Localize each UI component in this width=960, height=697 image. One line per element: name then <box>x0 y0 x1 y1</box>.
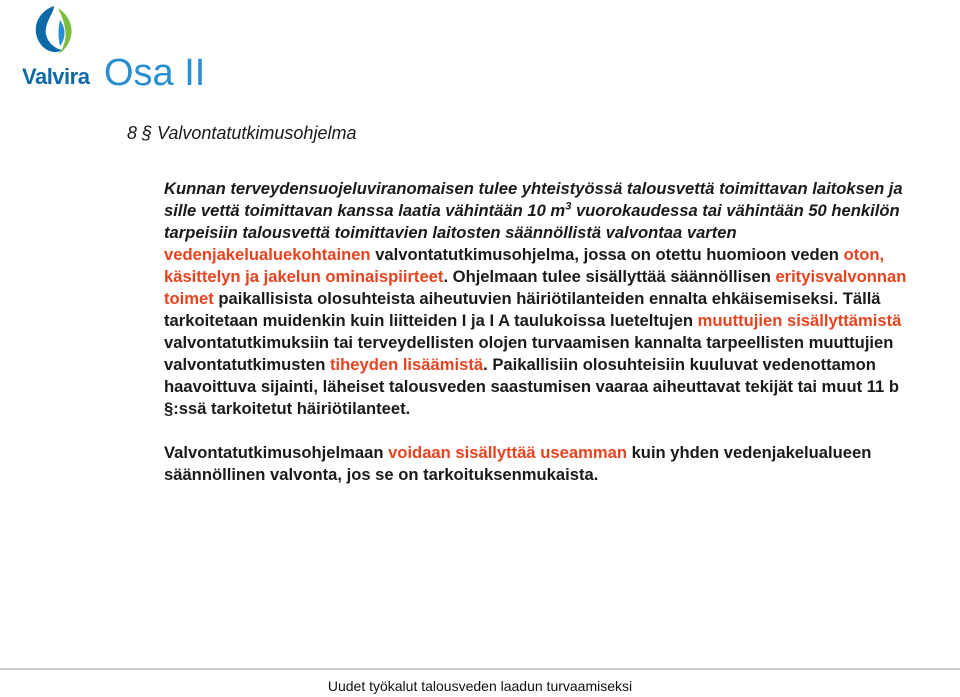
text-segment: kuin yhden vedenjakelualueen säännöllinen valvonta, jos se on tarkoituksenmukaista. <box>164 443 872 484</box>
text-segment: . Paikallisiin olosuhteisiin kuuluvat vedenottamon haavoittuva sijainti, läheiset talousveden saastumisen vaaraa aiheuttavat tekijät tai muut 11 b §:ssä tarkoitetut häiriötilanteet. <box>164 355 900 418</box>
paragraph-2 <box>164 442 934 486</box>
footer-text: Uudet työkalut talousveden laadun turvaamiseksi <box>327 678 633 694</box>
highlight-text: tiheyden lisäämistä <box>329 355 484 374</box>
text-segment: . Ohjelmaan tulee sisällyttää säännöllisen <box>443 267 776 286</box>
body-text <box>164 178 934 486</box>
text-segment: valvontatutkimuksiin tai terveydellisten olojen turvaamisen kannalta tarpeellisten muuttujien valvontatutkimusten <box>164 333 894 374</box>
text-segment: Valvontatutkimusohjelmaan <box>164 443 389 462</box>
superscript: 3 <box>565 200 572 213</box>
text-segment: paikallisista olosuhteista aiheutuvien häiriötilanteiden ennalta ehkäisemiseksi. Tällä tarkoitetaan muidenkin kuin liitteiden I ja I A taulukoissa lueteltujen <box>164 289 881 330</box>
text-segment: valvontatutkimusohjelma, jossa on otettu huomioon veden <box>370 245 844 264</box>
page-title: Osa II <box>104 52 206 94</box>
highlight-text: oton, käsittelyn ja jakelun ominaispiirteet <box>164 245 885 286</box>
footer-divider <box>0 668 960 670</box>
logo-wordmark: Valvira <box>22 64 90 89</box>
text-segment: Kunnan terveydensuojeluviranomaisen tulee yhteistyössä talousvettä toimittavan laitoksen ja sille vettä toimittavan kanssa laatia vähintään 10 m <box>164 179 903 220</box>
paragraph-1 <box>164 178 934 420</box>
text-segment: vuorokaudessa tai vähintään 50 henkilön tarpeisiin talousvettä toimittavien laitosten säännöllistä valvontaa varten <box>164 201 900 242</box>
highlight-text: vedenjakelualuekohtainen <box>164 245 371 264</box>
highlight-text: muuttujien sisällyttämistä <box>697 311 902 330</box>
highlight-text: voidaan sisällyttää useamman <box>388 443 627 462</box>
section-heading: 8 § Valvontatutkimusohjelma <box>127 123 357 143</box>
highlight-text: erityisvalvonnan toimet <box>164 267 907 308</box>
